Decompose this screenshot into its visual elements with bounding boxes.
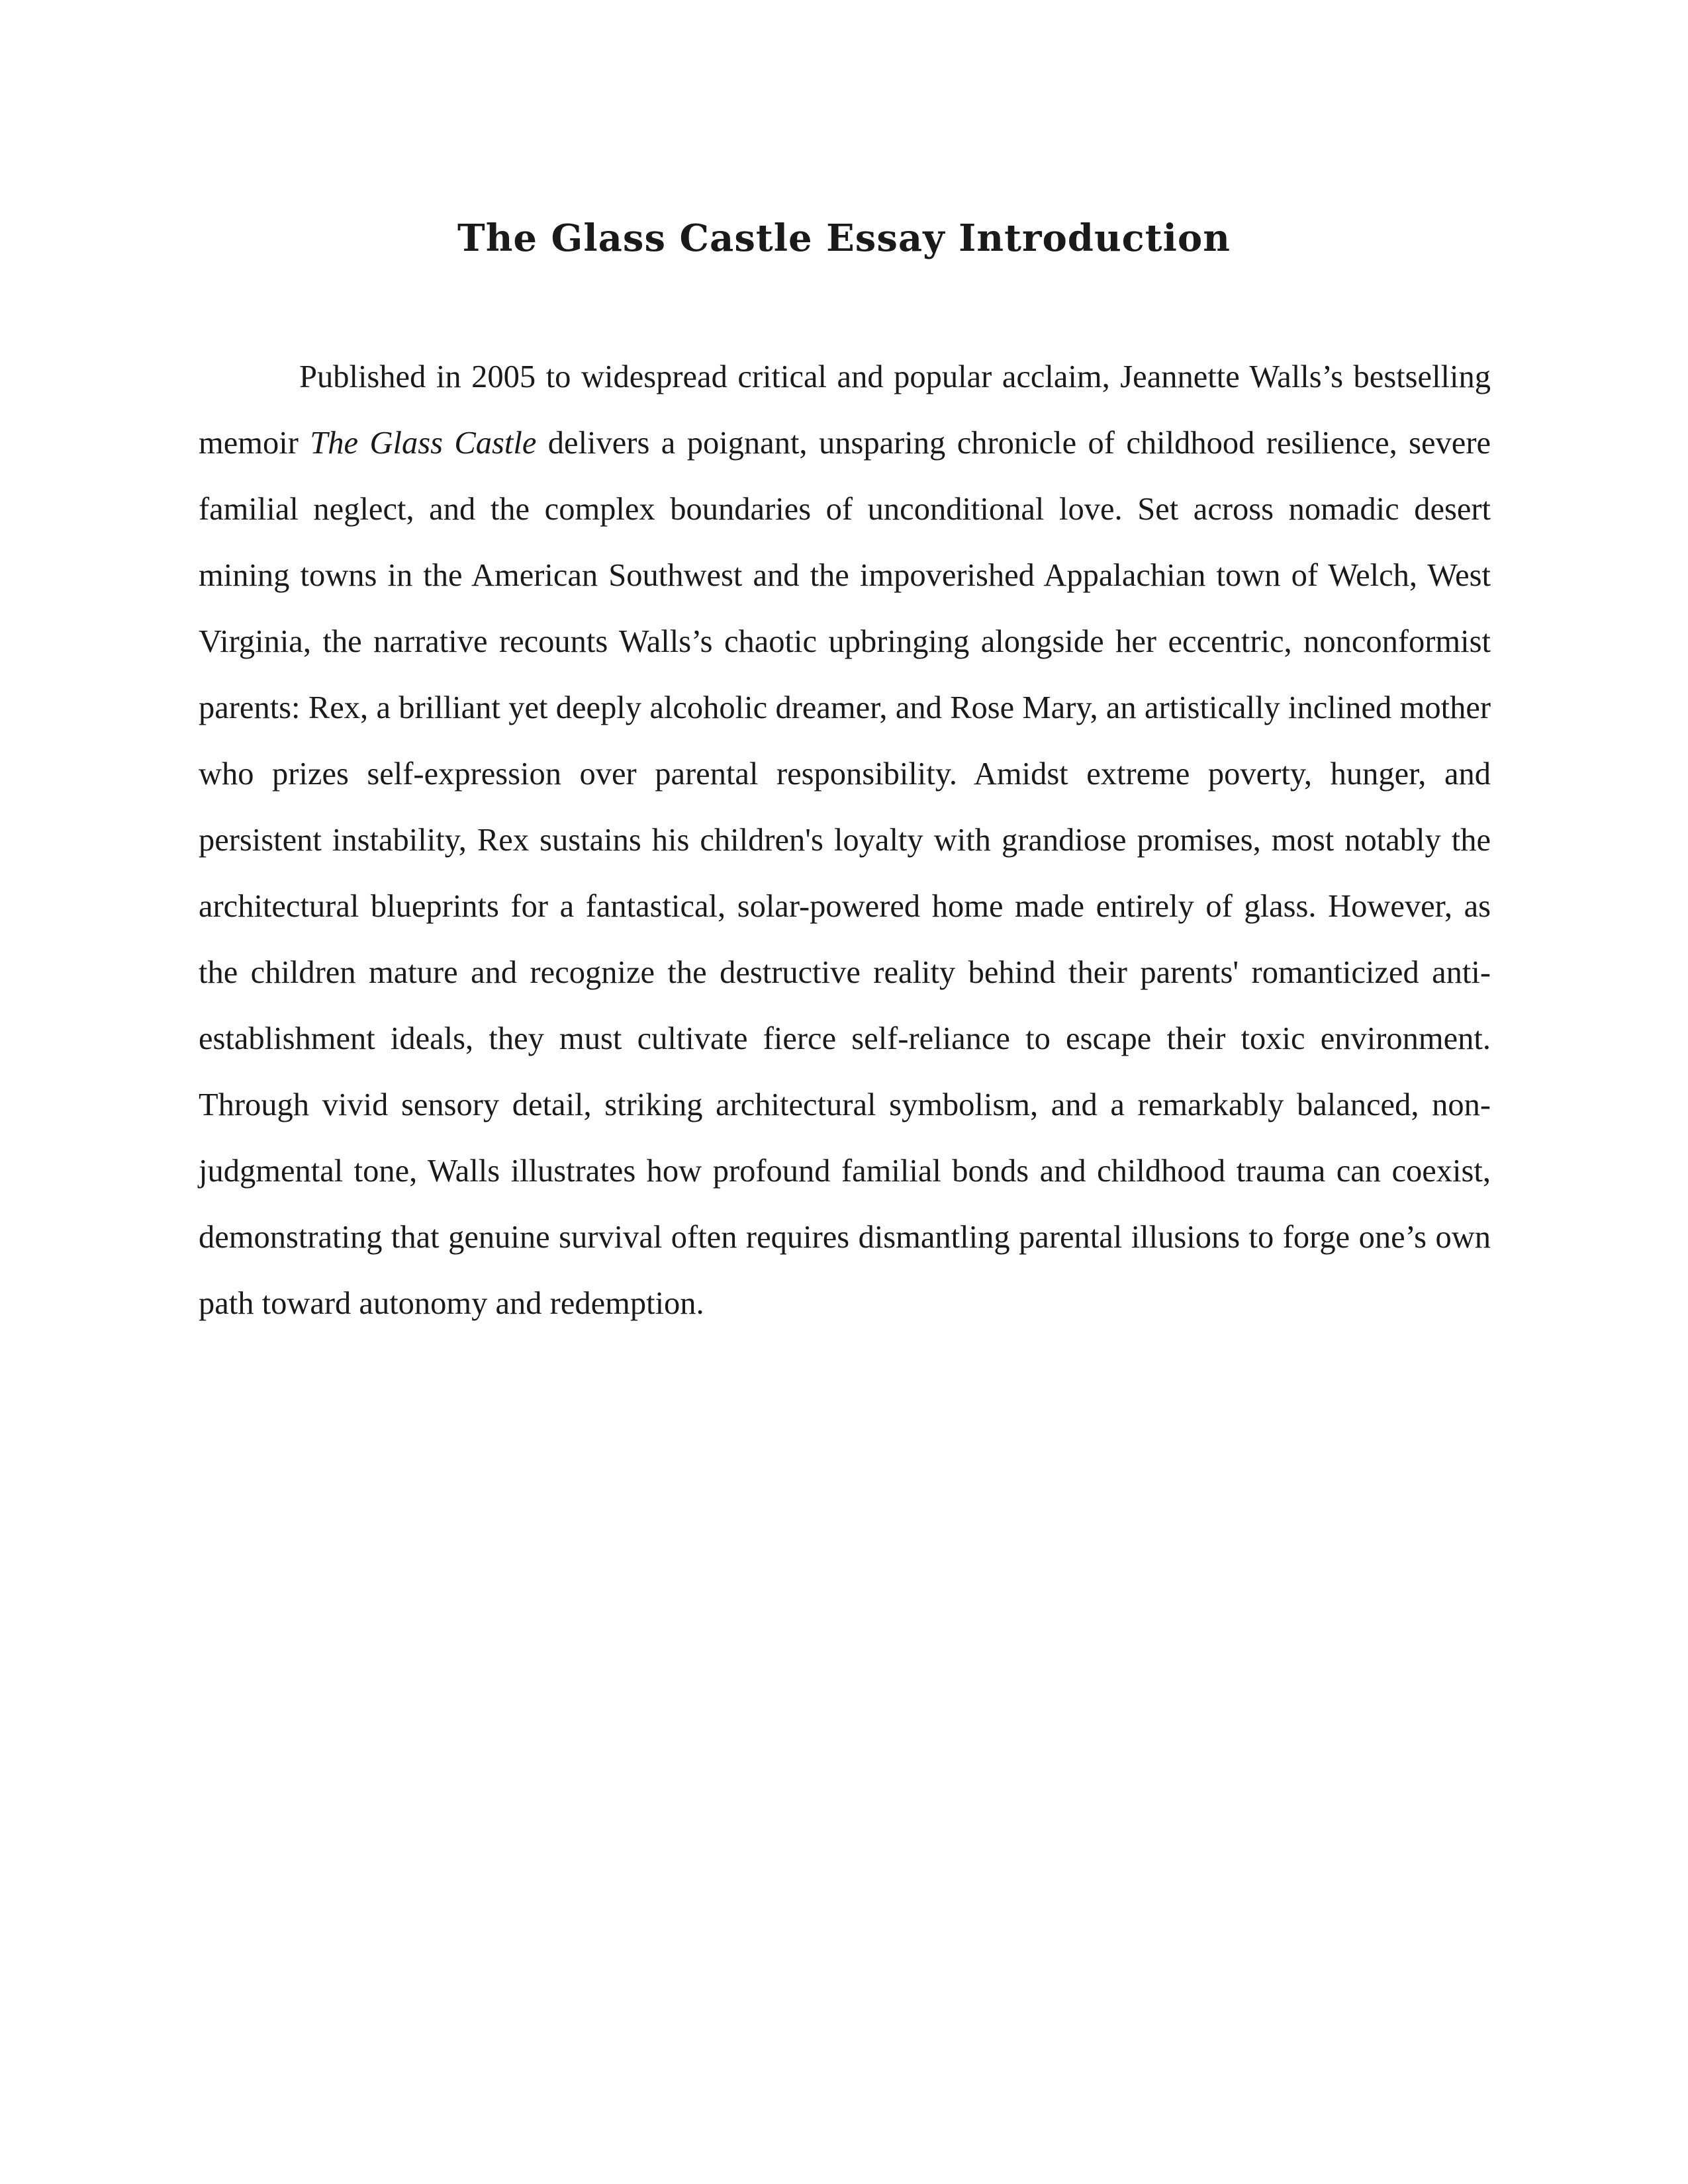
- paragraph-text-rest: delivers a poignant, unsparing chronicle of childhood resilience, severe familial neglect, and the complex boundaries of unconditional love. Set across nomadic desert mining towns in the American Southwest and the impoverished Appalachian town of Welch, West Virginia, the narrative recounts Walls’s chaotic upbringing alongside her eccentric, nonconformist parents: Rex, a brilliant yet deeply alcoholic dreamer, and Rose Mary, an artistically inclined mother who prizes self-expression over parental responsibility. Amidst extreme poverty, hunger, and persistent instability, Rex sustains his children's loyalty with grandiose promises, most notably the architectural blueprints for a fantastical, solar-powered home made entirely of glass. However, as the children mature and recognize the destructive reality behind their parents' romanticized anti-establishment ideals, they must cultivate fierce self-reliance to escape their toxic environment. Through vivid sensory detail, striking architectural symbolism, and a remarkably balanced, non-judgmental tone, Walls illustrates how profound familial bonds and childhood trauma can coexist, demonstrating that genuine survival often requires dismantling parental illusions to forge one’s own path toward autonomy and redemption.: [199, 426, 1491, 1321]
- intro-paragraph: [199, 344, 1491, 1337]
- book-title-italic: The Glass Castle: [310, 426, 537, 461]
- page-title: The Glass Castle Essay Introduction: [457, 216, 1231, 260]
- paragraph-text-start: Published in 2005 to widespread critical and popular acclaim, Jeannette Walls’s bestselling memoir: [199, 359, 1491, 461]
